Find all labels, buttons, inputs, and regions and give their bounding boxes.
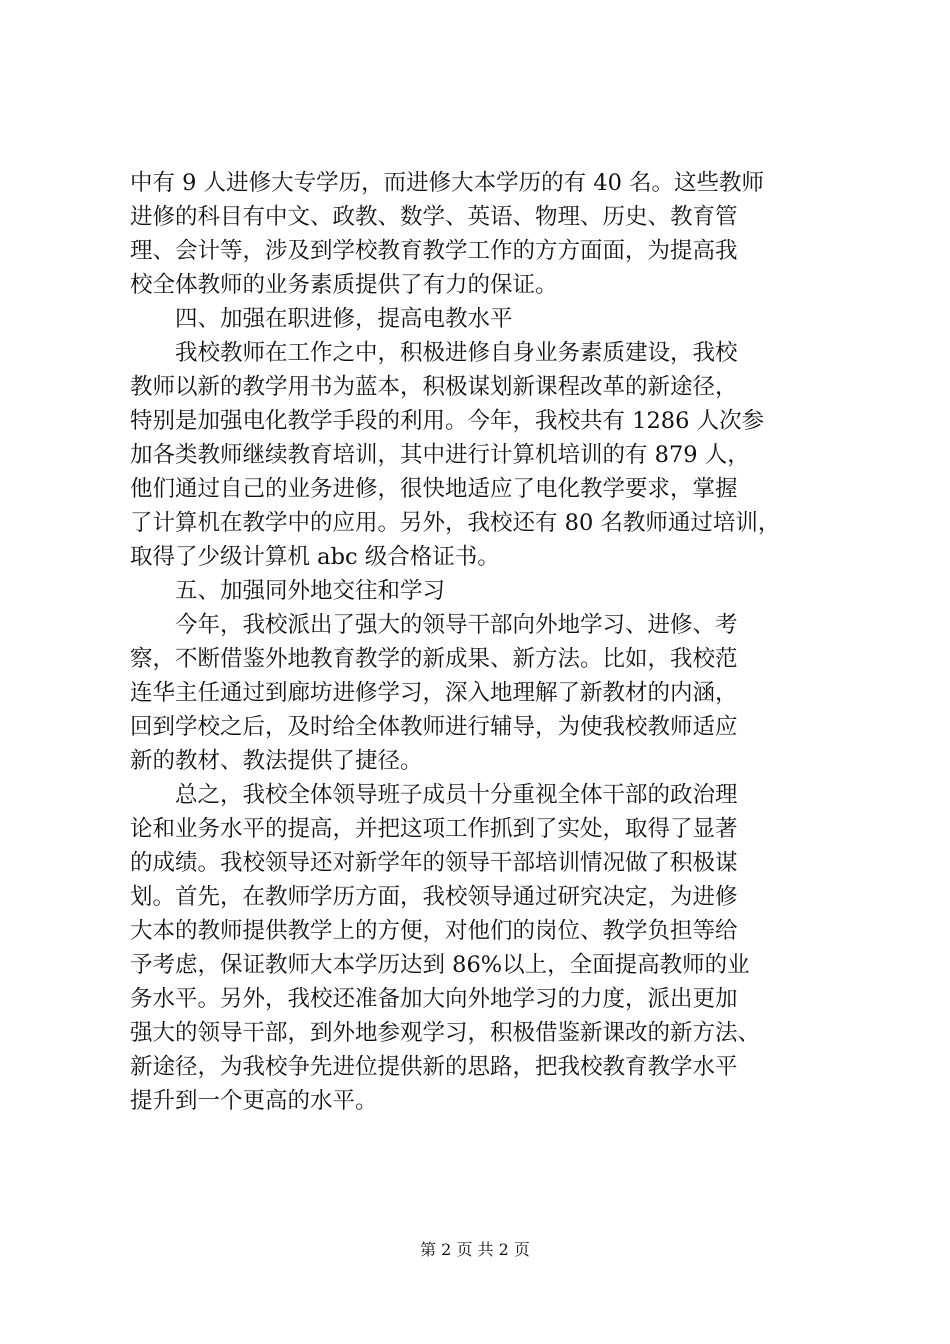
- text-line: 校全体教师的业务素质提供了有力的保证。: [130, 272, 558, 298]
- text-line: 加各类教师继续教育培训，其中进行计算机培训的有 879 人，: [130, 442, 750, 468]
- page-number-label: 第 2 页 共 2 页: [420, 1240, 530, 1259]
- text-line: 我校教师在工作之中，积极进修自身业务素质建设，我校: [175, 340, 738, 366]
- text-line: 提升到一个更高的水平。: [130, 1088, 378, 1114]
- text-line: 务水平。另外，我校还准备加大向外地学习的力度，派出更加: [130, 986, 738, 1012]
- text-line: 新的教材、教法提供了捷径。: [130, 748, 423, 774]
- document-body: [130, 166, 830, 1118]
- text-line: 他们通过自己的业务进修，很快地适应了电化教学要求，掌握: [130, 476, 738, 502]
- section-heading: 四、加强在职进修，提高电教水平: [175, 306, 513, 332]
- text-line: 中有 9 人进修大专学历，而进修大本学历的有 40 名。这些教师: [130, 170, 765, 196]
- text-line: 回到学校之后，及时给全体教师进行辅导，为使我校教师适应: [130, 714, 738, 740]
- section-heading: 五、加强同外地交往和学习: [175, 578, 446, 604]
- text-line: 连华主任通过到廊坊进修学习，深入地理解了新教材的内涵，: [130, 680, 738, 706]
- text-line: 察，不断借鉴外地教育教学的新成果、新方法。比如，我校范: [130, 646, 738, 672]
- text-line: 教师以新的教学用书为蓝本，积极谋划新课程改革的新途径，: [130, 374, 738, 400]
- page-footer: [0, 1238, 950, 1262]
- text-line: 特别是加强电化教学手段的利用。今年，我校共有 1286 人次参: [130, 408, 765, 434]
- text-line: 理、会计等，涉及到学校教育教学工作的方方面面，为提高我: [130, 238, 738, 264]
- text-line: 新途径，为我校争先进位提供新的思路，把我校教育教学水平: [130, 1054, 738, 1080]
- text-line: 总之，我校全体领导班子成员十分重视全体干部的政治理: [175, 782, 738, 808]
- text-line: 予考虑，保证教师大本学历达到 86%以上，全面提高教师的业: [130, 952, 750, 978]
- text-line: 进修的科目有中文、政教、数学、英语、物理、历史、教育管: [130, 204, 738, 230]
- text-line: 今年，我校派出了强大的领导干部向外地学习、进修、考: [175, 612, 738, 638]
- text-line: 大本的教师提供教学上的方便，对他们的岗位、教学负担等给: [130, 918, 738, 944]
- text-line: 论和业务水平的提高，并把这项工作抓到了实处，取得了显著: [130, 816, 738, 842]
- text-line: 的成绩。我校领导还对新学年的领导干部培训情况做了积极谋: [130, 850, 738, 876]
- text-line: 强大的领导干部，到外地参观学习，积极借鉴新课改的新方法、: [130, 1020, 761, 1046]
- text-line: 了计算机在教学中的应用。另外，我校还有 80 名教师通过培训，: [130, 510, 781, 536]
- text-line: 划。首先，在教师学历方面，我校领导通过研究决定，为进修: [130, 884, 738, 910]
- text-line: 取得了少级计算机 abc 级合格证书。: [130, 544, 500, 570]
